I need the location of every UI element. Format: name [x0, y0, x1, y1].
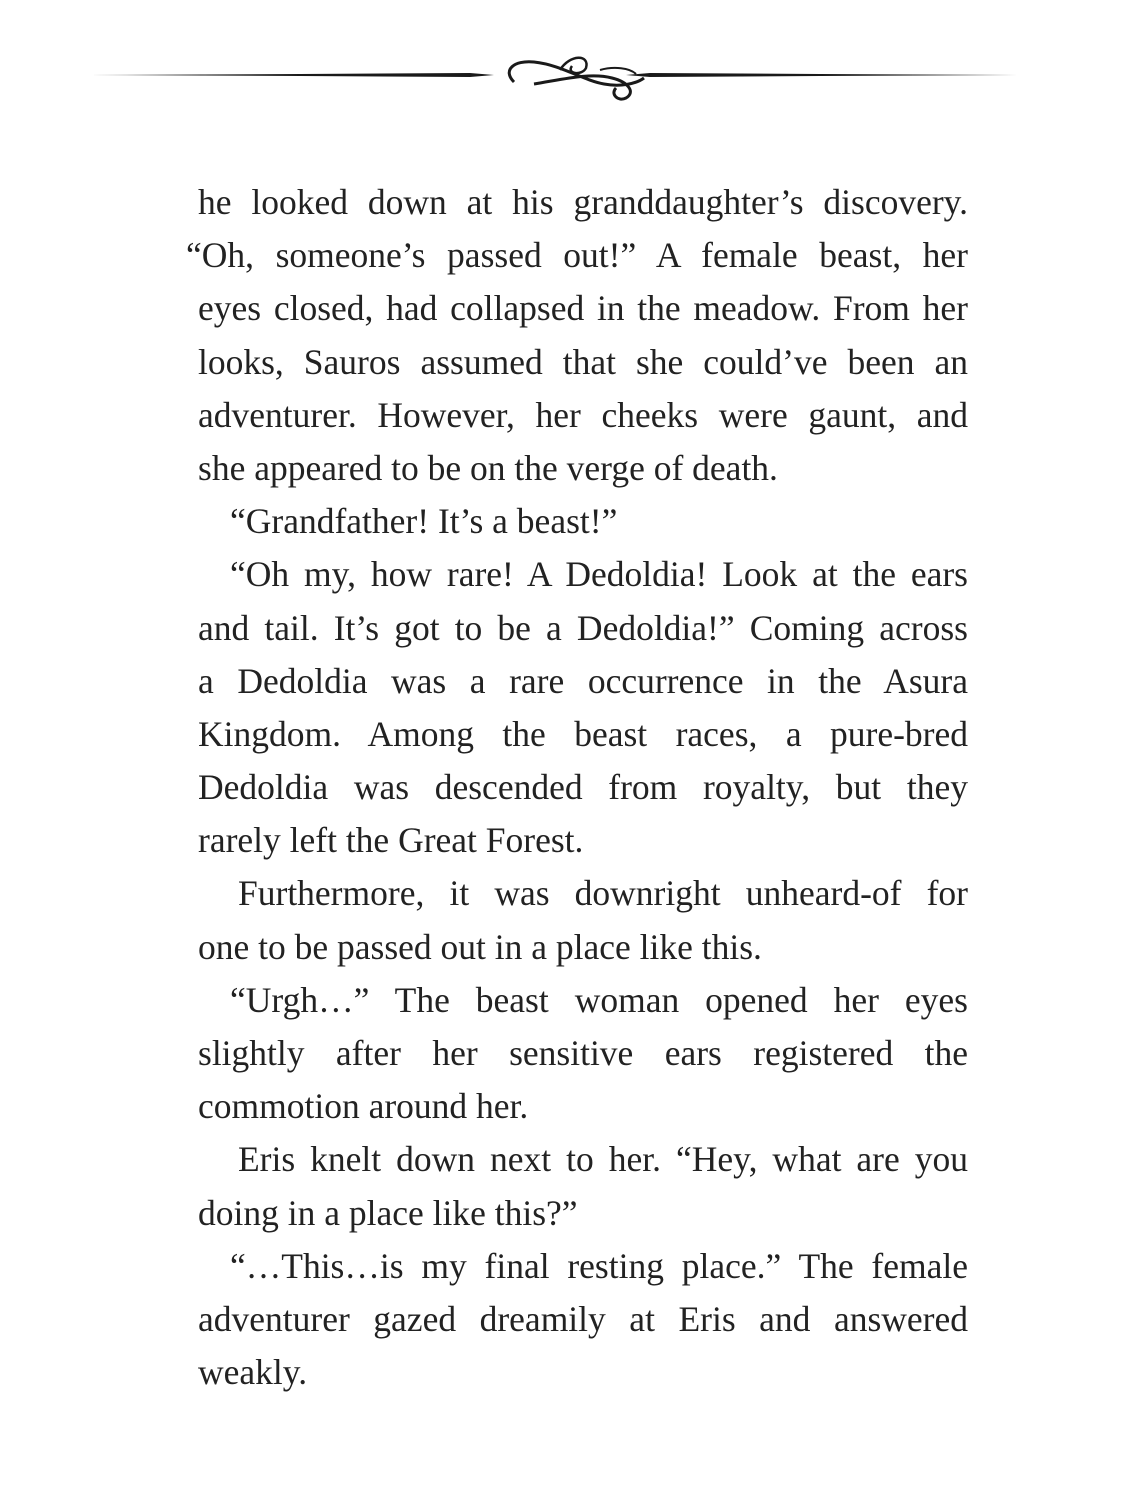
- text-line: Dedoldia was descended from royalty, but they: [198, 767, 968, 808]
- text-line: and tail. It’s got to be a Dedoldia!” Coming across: [198, 607, 968, 648]
- text-line: Kingdom. Among the beast races, a pure-bred: [198, 713, 968, 754]
- text-line: adventurer gazed dreamily at Eris and answered: [198, 1298, 968, 1339]
- text-line: Eris knelt down next to her. “Hey, what are you: [238, 1139, 968, 1180]
- text-line: she appeared to be on the verge of death.: [198, 447, 778, 488]
- text-line: one to be passed out in a place like this.: [198, 926, 762, 967]
- body-text: [186, 176, 968, 1399]
- text-line: adventurer. However, her cheeks were gaunt, and: [198, 394, 968, 435]
- text-line: commotion around her.: [198, 1086, 529, 1127]
- text-line: “Oh, someone’s passed out!” A female beast, her: [186, 235, 968, 276]
- text-line: looks, Sauros assumed that she could’ve been an: [198, 341, 968, 382]
- text-line: slightly after her sensitive ears registered the: [198, 1033, 968, 1073]
- text-line: “…This…is my final resting place.” The female: [230, 1245, 968, 1286]
- text-line: rarely left the Great Forest.: [198, 820, 584, 861]
- text-line: doing in a place like this?”: [198, 1192, 578, 1233]
- text-line: eyes closed, had collapsed in the meadow. From her: [198, 288, 968, 329]
- text-line: Furthermore, it was downright unheard-of for: [238, 873, 968, 914]
- text-line: a Dedoldia was a rare occurrence in the Asura: [198, 660, 968, 701]
- text-line: he looked down at his granddaughter’s discovery.: [198, 182, 968, 222]
- text-line: “Grandfather! It’s a beast!”: [230, 501, 618, 542]
- ornament-divider: [0, 40, 1123, 110]
- text-line: “Oh my, how rare! A Dedoldia! Look at the ears: [230, 554, 968, 595]
- text-line: weakly.: [198, 1352, 308, 1393]
- text-line: “Urgh…” The beast woman opened her eyes: [230, 979, 968, 1020]
